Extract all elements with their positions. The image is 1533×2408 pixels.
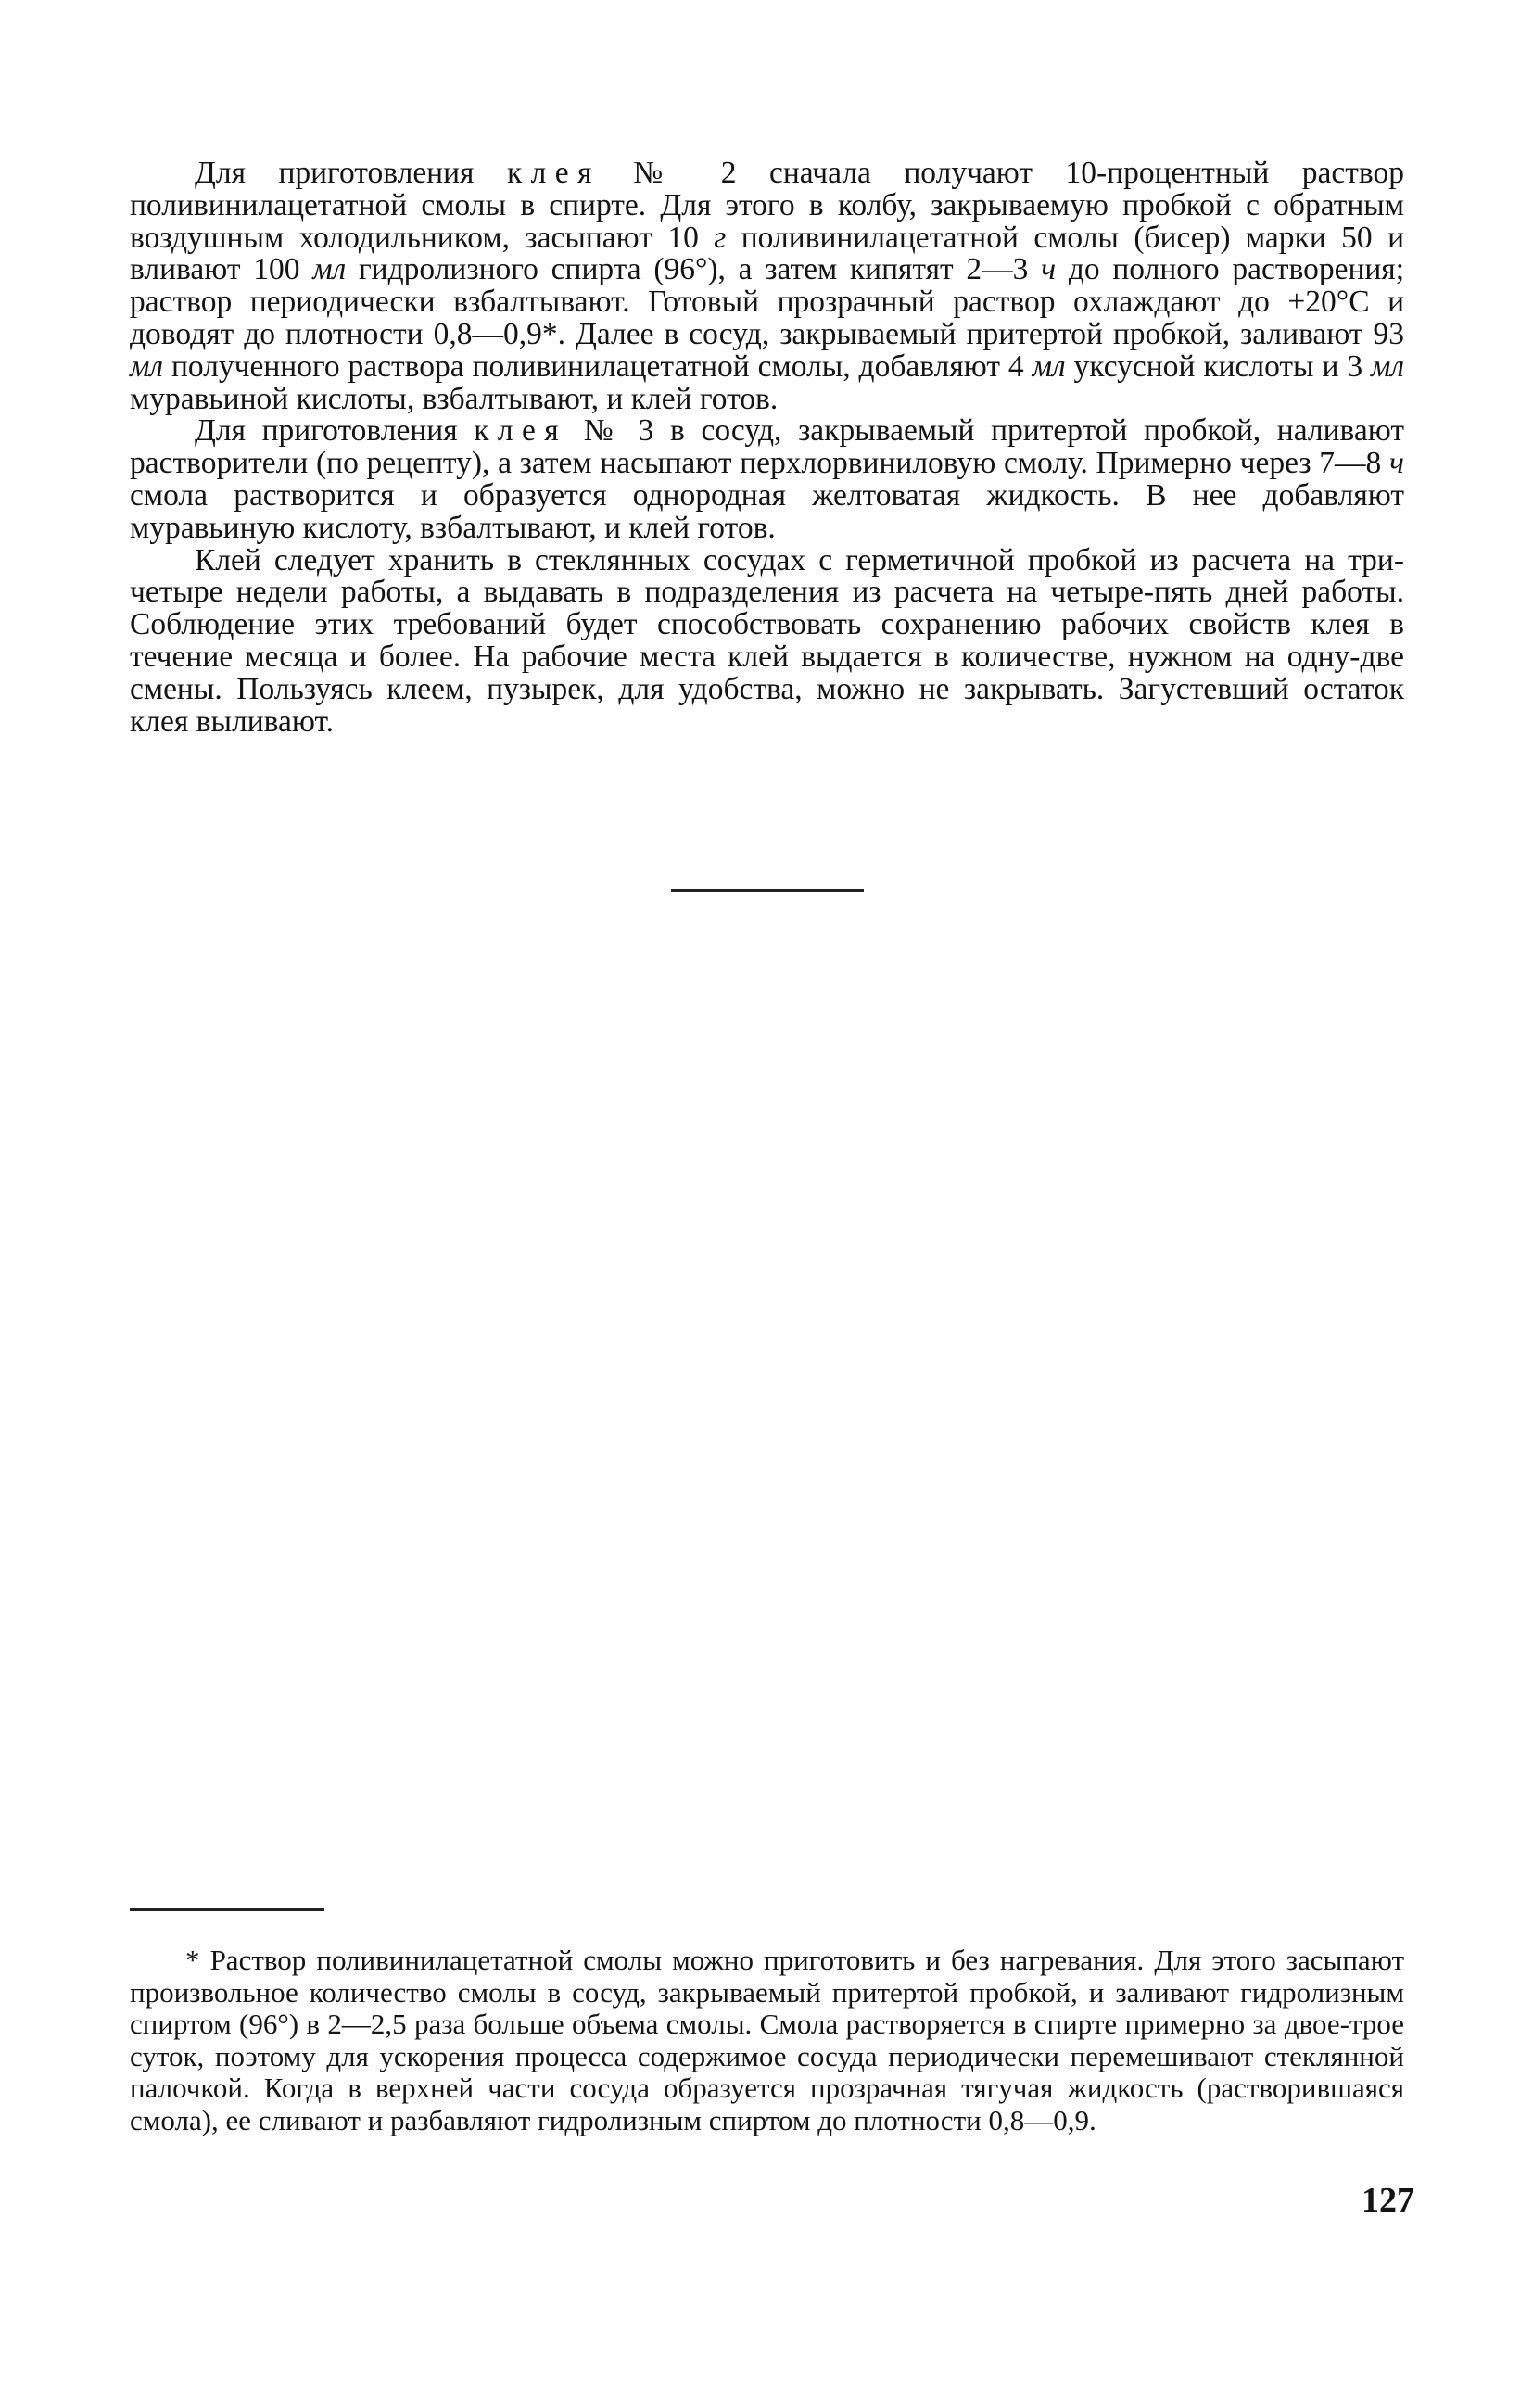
page-number: 127: [1362, 2181, 1414, 2220]
unit: мл: [130, 349, 163, 384]
text-run: смола растворится и образуется однородная желтоватая жидкость. В нее добавляют муравьиную кислоту, взбалтывают, и клей готов.: [130, 477, 1404, 545]
unit: мл: [312, 252, 347, 287]
paragraph-glue-2: [130, 158, 1404, 415]
text-run: поливинилацетатной смолы (бисер) марки 50 и вливают 100: [130, 220, 1405, 287]
section-end-rule: [671, 889, 864, 892]
main-text: [130, 158, 1404, 738]
unit: ч: [1041, 252, 1057, 287]
text-run: Для приготовления: [195, 156, 475, 190]
unit: мл: [1371, 349, 1405, 384]
paragraph-storage: Клей следует хранить в стеклянных сосудах с герметичной пробкой из расчета на три-четыре недели работы, а выдавать в подразделения из расчета на четыре-пять дней работы. Соблюдение этих требований будет способствовать сохранению рабочих свойств клея в течение месяца и более. На рабочие места клей выдается в количестве, нужном на одну-две смены. Пользуясь клеем, пузырек, для удобства, можно не закрывать. Загустевший остаток клея выливают.: [130, 542, 1404, 739]
unit: г: [714, 220, 727, 255]
footnote: [130, 1945, 1404, 2136]
paragraph-glue-3: [130, 415, 1404, 544]
spaced-term: клея: [506, 156, 601, 190]
text-run: гидролизного спирта (96°), а затем кипятят 2—3: [358, 252, 1029, 287]
text-run: Для приготовления: [195, 413, 458, 449]
footnote-text: * Раствор поливинилацетатной смолы можно приготовить и без нагревания. Для этого засыпают произвольное количество смолы в сосуд, закрываемый притертой пробкой, и заливают гидролизным спиртом (96°) в 2—2,5 раза больше объема смолы. Смола растворяется в спирте примерно за двое-трое суток, поэтому для ускорения процесса содержимое сосуда периодически перемешивают стеклянной палочкой. Когда в верхней части сосуда образуется прозрачная тягучая жидкость (растворившаяся смола), ее сливают и разбавляют гидролизным спиртом до плотности 0,8—0,9.: [130, 1944, 1404, 2136]
text-run: полученного раствора поливинилацетатной смолы, добавляют 4: [171, 349, 1024, 384]
text-run: до полного растворения; раствор периодически взбалтывают. Готовый прозрачный раствор охлаждают до +20°С и доводят до плотности 0,8—0,9*. Далее в сосуд, закрываемый притертой пробкой, заливают 93: [130, 252, 1405, 351]
text-run: № 2 сначала получают 10-процентный раствор поливинилацетатной смолы в спирте. Для этого в колбу, закрываемую пробкой с обратным воздушным холодильником, засыпают 10: [130, 156, 1405, 255]
text-run: уксусной кислоты и 3: [1073, 349, 1363, 384]
text-run: № 3 в сосуд, закрываемый притертой пробкой, наливают растворители (по рецепту), а затем насыпают перхлорвиниловую смолу. Примерно через 7—8: [130, 413, 1404, 481]
spaced-term: клея: [474, 413, 568, 449]
footnote-separator: [130, 1908, 324, 1911]
text-run: муравьиной кислоты, взбалтывают, и клей готов.: [130, 381, 779, 416]
unit: ч: [1389, 446, 1405, 481]
unit: мл: [1032, 349, 1066, 384]
